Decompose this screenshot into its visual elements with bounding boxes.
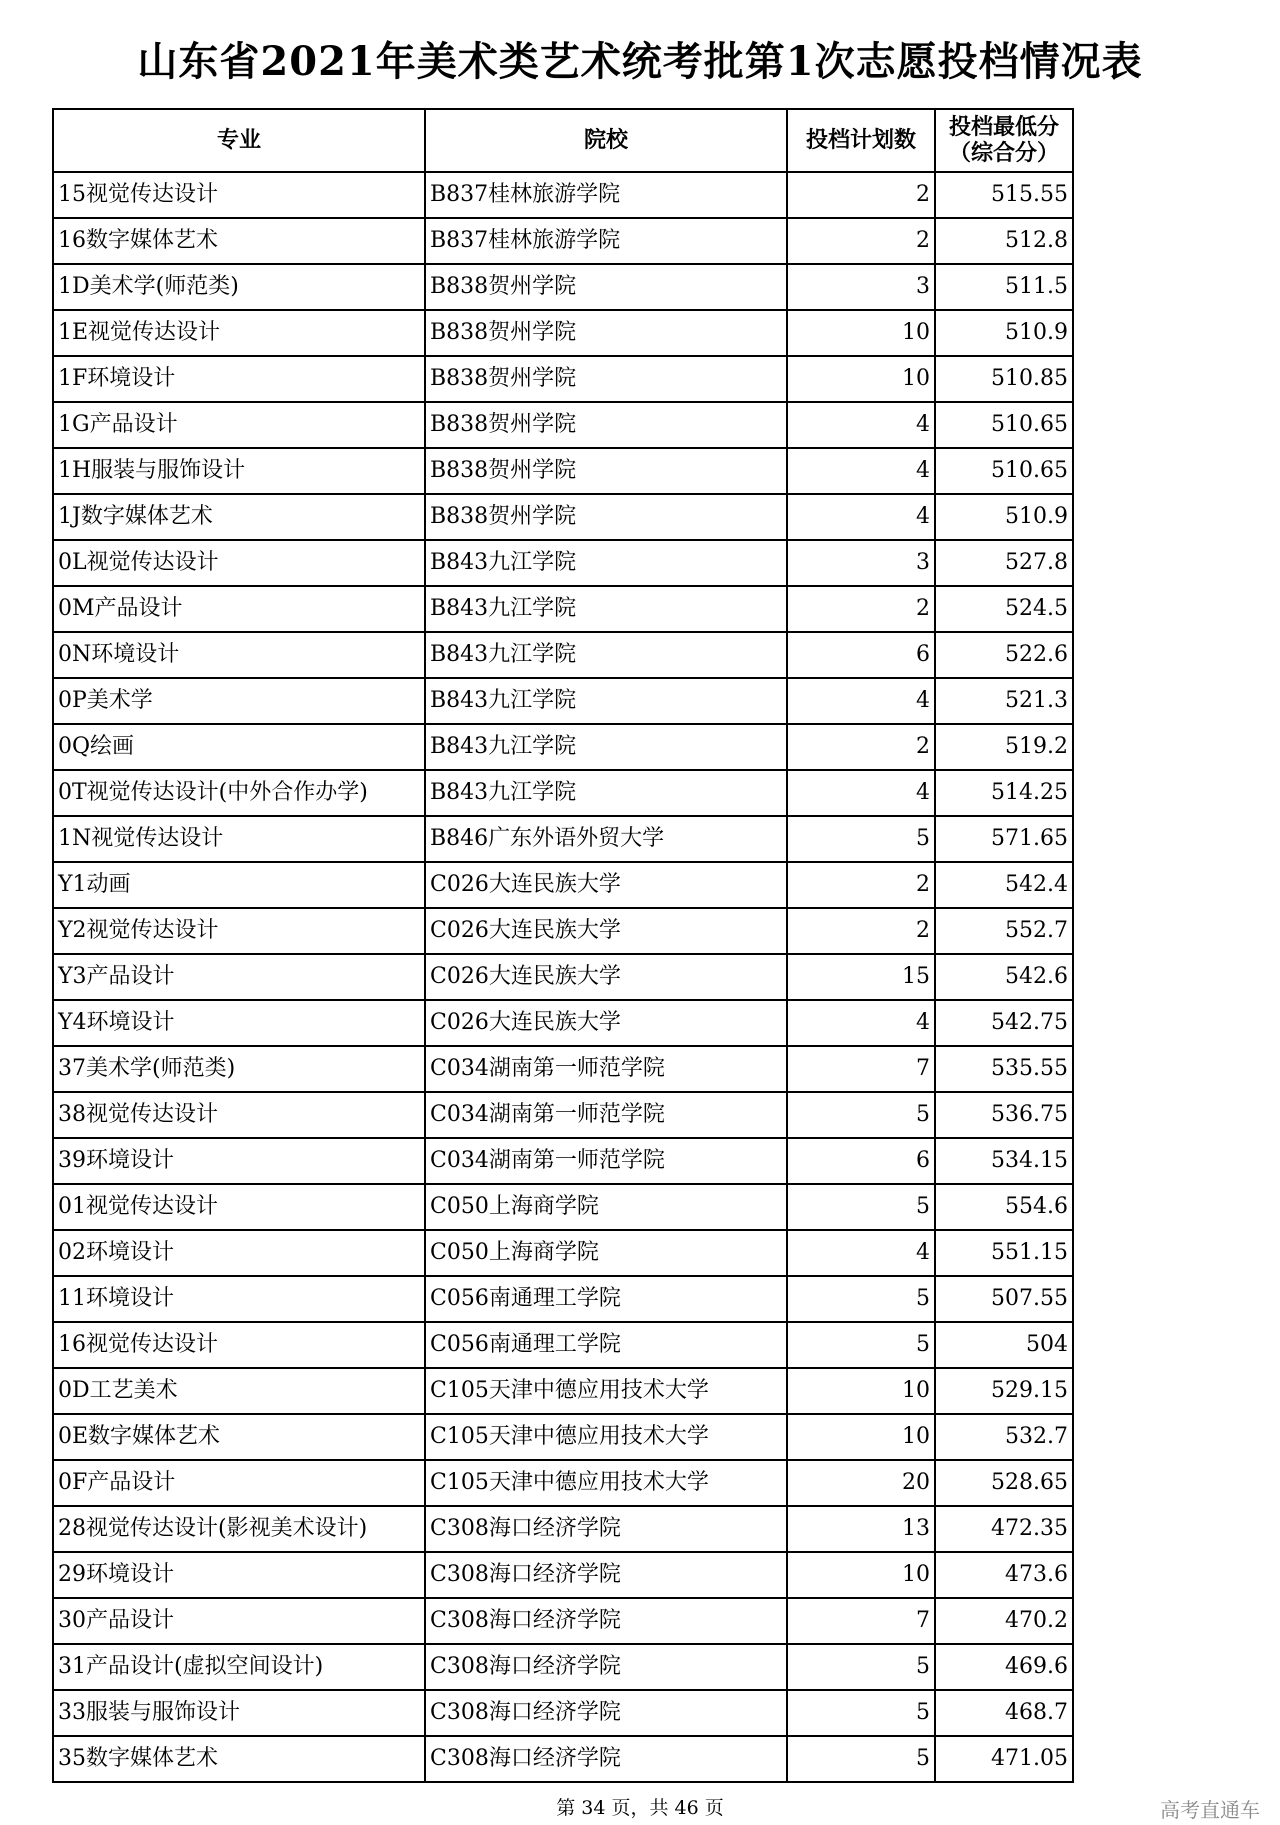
header-school: 院校 xyxy=(425,109,787,172)
cell-score: 515.55 xyxy=(935,172,1073,218)
cell-plan: 3 xyxy=(787,540,935,586)
table-row xyxy=(53,1460,1073,1506)
cell-major: 28视觉传达设计(影视美术设计) xyxy=(53,1506,425,1552)
cell-plan: 6 xyxy=(787,1138,935,1184)
header-min-score-line2: （综合分） xyxy=(948,140,1059,166)
table-row xyxy=(53,1138,1073,1184)
table-row xyxy=(53,356,1073,402)
table-row xyxy=(53,1184,1073,1230)
cell-plan: 5 xyxy=(787,816,935,862)
cell-plan: 10 xyxy=(787,356,935,402)
cell-major: 1N视觉传达设计 xyxy=(53,816,425,862)
header-plan: 投档计划数 xyxy=(787,109,935,172)
table-row xyxy=(53,1046,1073,1092)
cell-plan: 6 xyxy=(787,632,935,678)
cell-major: 1J数字媒体艺术 xyxy=(53,494,425,540)
cell-major: 0T视觉传达设计(中外合作办学) xyxy=(53,770,425,816)
table-row xyxy=(53,264,1073,310)
table-body xyxy=(53,172,1073,1782)
cell-plan: 10 xyxy=(787,1414,935,1460)
cell-plan: 5 xyxy=(787,1184,935,1230)
cell-school: C308海口经济学院 xyxy=(425,1598,787,1644)
cell-plan: 20 xyxy=(787,1460,935,1506)
cell-score: 542.75 xyxy=(935,1000,1073,1046)
cell-score: 554.6 xyxy=(935,1184,1073,1230)
cell-major: Y1动画 xyxy=(53,862,425,908)
cell-plan: 4 xyxy=(787,770,935,816)
table-row xyxy=(53,816,1073,862)
cell-major: 16视觉传达设计 xyxy=(53,1322,425,1368)
cell-school: C034湖南第一师范学院 xyxy=(425,1046,787,1092)
cell-major: 29环境设计 xyxy=(53,1552,425,1598)
cell-school: B838贺州学院 xyxy=(425,448,787,494)
cell-school: C308海口经济学院 xyxy=(425,1644,787,1690)
cell-major: 1G产品设计 xyxy=(53,402,425,448)
cell-major: 1F环境设计 xyxy=(53,356,425,402)
cell-score: 551.15 xyxy=(935,1230,1073,1276)
table-row xyxy=(53,1230,1073,1276)
watermark: 高考直通车 xyxy=(1160,1798,1260,1822)
cell-school: C056南通理工学院 xyxy=(425,1276,787,1322)
cell-major: 30产品设计 xyxy=(53,1598,425,1644)
admission-table xyxy=(52,108,1074,1783)
cell-plan: 5 xyxy=(787,1276,935,1322)
cell-school: B843九江学院 xyxy=(425,678,787,724)
page-footer: 第 34 页，共 46 页 xyxy=(556,1797,724,1819)
cell-major: 0N环境设计 xyxy=(53,632,425,678)
cell-school: B843九江学院 xyxy=(425,770,787,816)
table-row xyxy=(53,1506,1073,1552)
cell-school: C308海口经济学院 xyxy=(425,1552,787,1598)
cell-score: 542.6 xyxy=(935,954,1073,1000)
cell-plan: 4 xyxy=(787,448,935,494)
cell-score: 469.6 xyxy=(935,1644,1073,1690)
table-row xyxy=(53,1276,1073,1322)
cell-major: 02环境设计 xyxy=(53,1230,425,1276)
cell-major: 16数字媒体艺术 xyxy=(53,218,425,264)
cell-school: B843九江学院 xyxy=(425,632,787,678)
cell-school: C026大连民族大学 xyxy=(425,908,787,954)
header-min-score xyxy=(935,109,1073,172)
cell-school: C105天津中德应用技术大学 xyxy=(425,1368,787,1414)
cell-plan: 7 xyxy=(787,1598,935,1644)
cell-score: 552.7 xyxy=(935,908,1073,954)
table-row xyxy=(53,448,1073,494)
cell-major: 0E数字媒体艺术 xyxy=(53,1414,425,1460)
cell-school: B843九江学院 xyxy=(425,724,787,770)
cell-major: 0P美术学 xyxy=(53,678,425,724)
cell-school: C026大连民族大学 xyxy=(425,954,787,1000)
table-row xyxy=(53,1690,1073,1736)
cell-school: C026大连民族大学 xyxy=(425,862,787,908)
cell-major: 33服装与服饰设计 xyxy=(53,1690,425,1736)
cell-score: 571.65 xyxy=(935,816,1073,862)
cell-school: B838贺州学院 xyxy=(425,264,787,310)
table-row xyxy=(53,1644,1073,1690)
table-row xyxy=(53,908,1073,954)
cell-plan: 4 xyxy=(787,1230,935,1276)
cell-major: 0Q绘画 xyxy=(53,724,425,770)
cell-plan: 2 xyxy=(787,218,935,264)
cell-plan: 2 xyxy=(787,172,935,218)
cell-school: C034湖南第一师范学院 xyxy=(425,1138,787,1184)
cell-plan: 5 xyxy=(787,1092,935,1138)
cell-major: 1H服装与服饰设计 xyxy=(53,448,425,494)
cell-score: 511.5 xyxy=(935,264,1073,310)
cell-school: B838贺州学院 xyxy=(425,402,787,448)
cell-score: 527.8 xyxy=(935,540,1073,586)
cell-school: B837桂林旅游学院 xyxy=(425,218,787,264)
cell-score: 536.75 xyxy=(935,1092,1073,1138)
table-row xyxy=(53,402,1073,448)
cell-plan: 4 xyxy=(787,1000,935,1046)
cell-score: 507.55 xyxy=(935,1276,1073,1322)
cell-plan: 10 xyxy=(787,310,935,356)
cell-score: 473.6 xyxy=(935,1552,1073,1598)
cell-score: 512.8 xyxy=(935,218,1073,264)
table-row xyxy=(53,678,1073,724)
cell-plan: 13 xyxy=(787,1506,935,1552)
cell-school: C308海口经济学院 xyxy=(425,1690,787,1736)
cell-school: B838贺州学院 xyxy=(425,494,787,540)
table-row xyxy=(53,1368,1073,1414)
cell-score: 510.65 xyxy=(935,402,1073,448)
cell-school: B837桂林旅游学院 xyxy=(425,172,787,218)
cell-major: 35数字媒体艺术 xyxy=(53,1736,425,1782)
table-row xyxy=(53,862,1073,908)
header-min-score-line1: 投档最低分 xyxy=(948,114,1059,140)
cell-plan: 3 xyxy=(787,264,935,310)
cell-major: 0L视觉传达设计 xyxy=(53,540,425,586)
header-major: 专业 xyxy=(53,109,425,172)
table-row xyxy=(53,632,1073,678)
cell-school: B843九江学院 xyxy=(425,586,787,632)
cell-score: 529.15 xyxy=(935,1368,1073,1414)
cell-score: 470.2 xyxy=(935,1598,1073,1644)
cell-major: 0F产品设计 xyxy=(53,1460,425,1506)
table-row xyxy=(53,1598,1073,1644)
cell-plan: 2 xyxy=(787,586,935,632)
cell-major: Y3产品设计 xyxy=(53,954,425,1000)
cell-major: 39环境设计 xyxy=(53,1138,425,1184)
page-title: 山东省2021年美术类艺术统考批第1次志愿投档情况表 xyxy=(137,38,1143,85)
cell-school: B838贺州学院 xyxy=(425,310,787,356)
cell-score: 542.4 xyxy=(935,862,1073,908)
cell-score: 510.9 xyxy=(935,310,1073,356)
cell-school: C105天津中德应用技术大学 xyxy=(425,1460,787,1506)
cell-score: 504 xyxy=(935,1322,1073,1368)
cell-score: 471.05 xyxy=(935,1736,1073,1782)
cell-major: 1E视觉传达设计 xyxy=(53,310,425,356)
table-row xyxy=(53,1552,1073,1598)
cell-major: 0M产品设计 xyxy=(53,586,425,632)
cell-score: 514.25 xyxy=(935,770,1073,816)
cell-plan: 2 xyxy=(787,908,935,954)
cell-school: C050上海商学院 xyxy=(425,1184,787,1230)
cell-school: C105天津中德应用技术大学 xyxy=(425,1414,787,1460)
cell-score: 510.85 xyxy=(935,356,1073,402)
cell-score: 472.35 xyxy=(935,1506,1073,1552)
cell-plan: 2 xyxy=(787,862,935,908)
cell-score: 532.7 xyxy=(935,1414,1073,1460)
cell-major: 11环境设计 xyxy=(53,1276,425,1322)
cell-plan: 4 xyxy=(787,494,935,540)
cell-score: 524.5 xyxy=(935,586,1073,632)
cell-school: C056南通理工学院 xyxy=(425,1322,787,1368)
table-row xyxy=(53,1322,1073,1368)
cell-plan: 5 xyxy=(787,1322,935,1368)
cell-major: 37美术学(师范类) xyxy=(53,1046,425,1092)
table-row xyxy=(53,1736,1073,1782)
cell-major: 01视觉传达设计 xyxy=(53,1184,425,1230)
cell-school: B846广东外语外贸大学 xyxy=(425,816,787,862)
table-row xyxy=(53,310,1073,356)
cell-major: Y4环境设计 xyxy=(53,1000,425,1046)
cell-score: 468.7 xyxy=(935,1690,1073,1736)
cell-school: B838贺州学院 xyxy=(425,356,787,402)
cell-score: 534.15 xyxy=(935,1138,1073,1184)
table-row xyxy=(53,494,1073,540)
cell-plan: 4 xyxy=(787,402,935,448)
table-row xyxy=(53,724,1073,770)
cell-score: 522.6 xyxy=(935,632,1073,678)
cell-plan: 7 xyxy=(787,1046,935,1092)
table-row xyxy=(53,540,1073,586)
table-row xyxy=(53,770,1073,816)
cell-score: 535.55 xyxy=(935,1046,1073,1092)
cell-major: 0D工艺美术 xyxy=(53,1368,425,1414)
cell-major: 31产品设计(虚拟空间设计) xyxy=(53,1644,425,1690)
cell-plan: 2 xyxy=(787,724,935,770)
cell-major: 38视觉传达设计 xyxy=(53,1092,425,1138)
cell-plan: 4 xyxy=(787,678,935,724)
cell-major: 1D美术学(师范类) xyxy=(53,264,425,310)
cell-plan: 10 xyxy=(787,1368,935,1414)
cell-score: 510.65 xyxy=(935,448,1073,494)
cell-school: C308海口经济学院 xyxy=(425,1736,787,1782)
cell-plan: 10 xyxy=(787,1552,935,1598)
cell-school: C308海口经济学院 xyxy=(425,1506,787,1552)
cell-plan: 5 xyxy=(787,1736,935,1782)
cell-school: B843九江学院 xyxy=(425,540,787,586)
cell-score: 528.65 xyxy=(935,1460,1073,1506)
table-row xyxy=(53,218,1073,264)
cell-major: 15视觉传达设计 xyxy=(53,172,425,218)
cell-score: 510.9 xyxy=(935,494,1073,540)
cell-school: C034湖南第一师范学院 xyxy=(425,1092,787,1138)
table-row xyxy=(53,586,1073,632)
cell-plan: 5 xyxy=(787,1690,935,1736)
cell-plan: 5 xyxy=(787,1644,935,1690)
table-row xyxy=(53,1000,1073,1046)
cell-school: C026大连民族大学 xyxy=(425,1000,787,1046)
cell-plan: 15 xyxy=(787,954,935,1000)
table-row xyxy=(53,172,1073,218)
table-row xyxy=(53,1414,1073,1460)
cell-score: 519.2 xyxy=(935,724,1073,770)
cell-major: Y2视觉传达设计 xyxy=(53,908,425,954)
table-row xyxy=(53,954,1073,1000)
cell-school: C050上海商学院 xyxy=(425,1230,787,1276)
table-row xyxy=(53,1092,1073,1138)
table-header-row xyxy=(53,109,1073,172)
cell-score: 521.3 xyxy=(935,678,1073,724)
